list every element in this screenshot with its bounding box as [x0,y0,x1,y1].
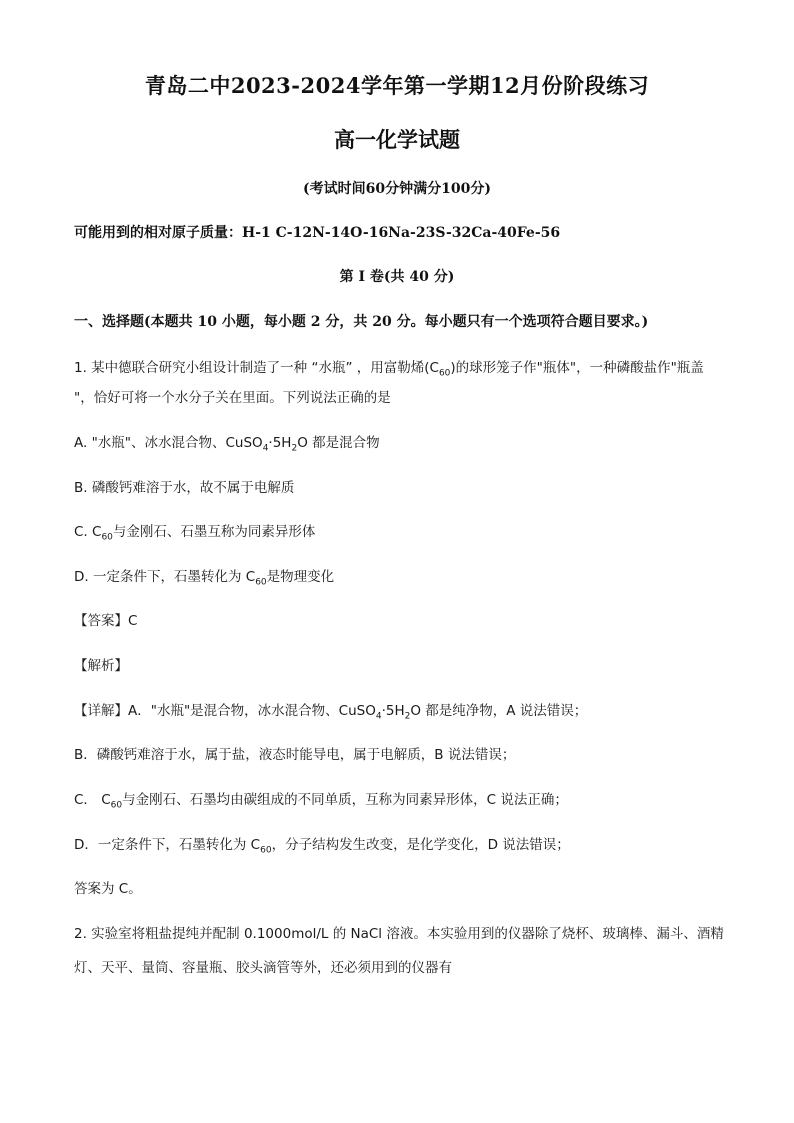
q1-stem-text: 1. 某中德联合研究小组设计制造了一种 “水瓶” ，用富勒烯(C [74,360,439,376]
q1-option-d-sub: 60 [255,577,267,588]
q1-detail-a-sub1: 4 [375,711,382,722]
q1-detail-a-text: 【详解】A．"水瓶"是混合物，冰水混合物、CuSO [74,703,376,719]
q2-stem-line1: 2. 实验室将粗盐提纯并配制 0.1000mol/L 的 NaCl 溶液。本实验用到的仪器除了烧杯、玻璃棒、漏斗、酒精 [74,926,724,942]
q1-detail-d-sub: 60 [260,845,272,856]
exam-title: 青岛二中2023-2024学年第一学期12月份阶段练习 [144,73,650,98]
q1-option-c-sub: 60 [101,532,113,543]
q1-option-a [74,431,380,454]
q1-option-c [74,520,315,543]
part-title: 一、选择题(本题共 10 小题，每小题 2 分，共 20 分。每小题只有一个选项符合题目要求。) [74,314,649,330]
q1-option-d [74,565,334,588]
q1-option-c-post: 与金刚石、石墨互称为同素异形体 [112,524,316,540]
q1-detail-a-post: O 都是纯净物，A 说法错误； [410,703,588,719]
q2-stem-line2: 灯、天平、量筒、容量瓶、胶头滴管等外，还必须用到的仪器有 [74,960,452,976]
exam-duration-info: (考试时间60分钟满分100分) [303,181,491,197]
q1-detail-b: B．磷酸钙难溶于水，属于盐，液态时能导电，属于电解质，B 说法错误； [74,747,516,763]
q1-stem-sub: 60 [438,368,451,379]
exam-subtitle: 高一化学试题 [334,127,460,152]
q1-conclusion: 答案为 C。 [74,881,142,897]
q1-option-d-post: 是物理变化 [266,569,335,585]
q1-detail-d-text: D．一定条件下，石墨转化为 C [74,837,261,853]
atomic-masses: 可能用到的相对原子质量：H-1 C-12N-14O-16Na-23S-32Ca-40Fe-56 [74,225,561,241]
q1-option-a-sub2: 2 [291,443,298,454]
q1-detail-a-mid: ·5H [381,703,405,719]
q1-option-a-sub1: 4 [262,443,269,454]
q1-detail-d [74,833,570,856]
q1-detail-c-text: C． C [74,792,111,808]
q1-stem-line2: "，恰好可将一个水分子关在里面。下列说法正确的是 [74,390,391,406]
q1-stem-tail: )的球形笼子作"瓶体"，一种磷酸盐作"瓶盖 [450,360,704,376]
q1-detail-a-sub2: 2 [404,711,411,722]
q1-stem-line1 [74,356,704,379]
q1-answer: 【答案】C [74,613,138,629]
section-title: 第 I 卷(共 40 分) [339,269,455,285]
q1-option-a-post: O 都是混合物 [297,435,380,451]
q1-option-a-text: A. "水瓶"、冰水混合物、CuSO [74,435,263,451]
q1-option-b: B. 磷酸钙难溶于水，故不属于电解质 [74,480,295,496]
q1-detail-d-post: ，分子结构发生改变，是化学变化，D 说法错误； [271,837,570,853]
q1-detail-a [74,699,587,722]
q1-detail-c-post: 与金刚石、石墨均由碳组成的不同单质，互称为同素异形体，C 说法正确； [122,792,568,808]
q1-detail-c-sub: 60 [110,800,123,811]
q1-analysis-label: 【解析】 [74,658,128,674]
q1-option-d-text: D. 一定条件下，石墨转化为 C [74,569,256,585]
q1-option-a-mid: ·5H [268,435,292,451]
q1-option-c-text: C. C [74,524,102,540]
q1-detail-c [74,788,568,811]
